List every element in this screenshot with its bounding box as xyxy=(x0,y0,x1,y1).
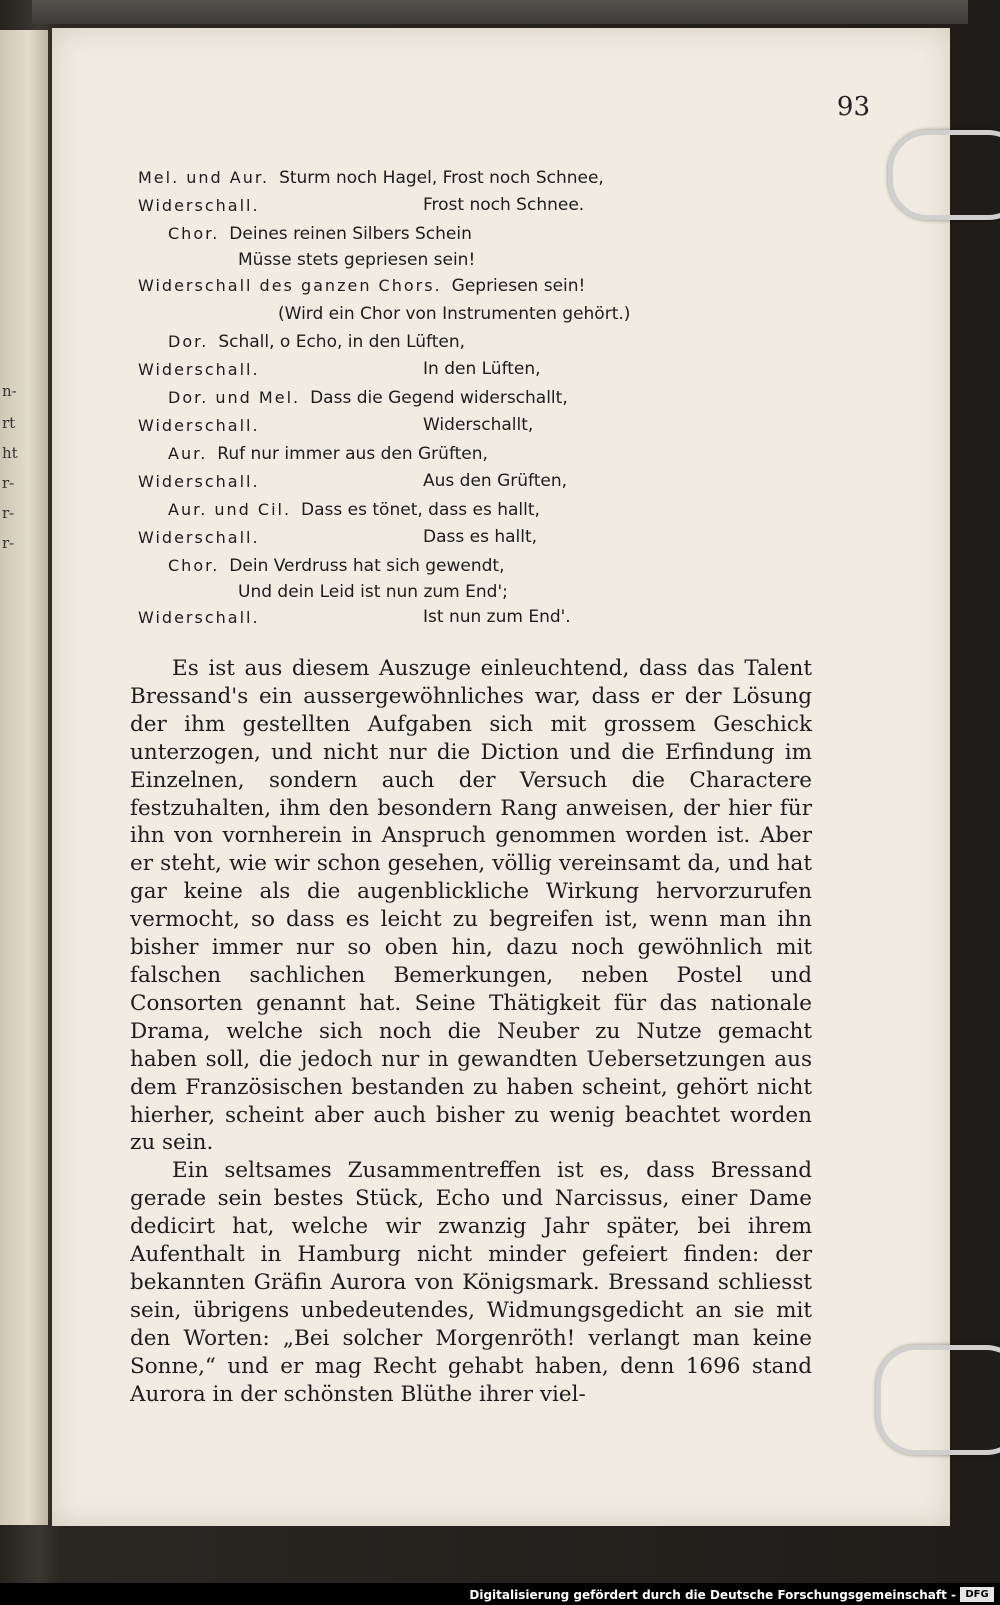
page-clip xyxy=(888,130,1000,220)
prose-block xyxy=(130,655,812,1408)
speaker-label: Aur. xyxy=(168,444,208,463)
left-fragment: r- xyxy=(2,534,15,552)
echo-text: Dass es hallt, xyxy=(423,527,538,547)
verse-text: Gepriesen sein! xyxy=(451,276,586,296)
echo-text: Ist nun zum End'. xyxy=(423,607,571,627)
verse-text: (Wird ein Chor von Instrumenten gehört.) xyxy=(278,304,631,324)
verse-text: Sturm noch Hagel, Frost noch Schnee, xyxy=(279,168,604,188)
left-fragment: r- xyxy=(2,474,15,492)
verse-text: Schall, o Echo, in den Lüften, xyxy=(218,332,466,352)
speaker-label: Widerschall. xyxy=(138,528,260,547)
echo-text: In den Lüften, xyxy=(423,359,541,379)
verse-line xyxy=(138,191,838,219)
paragraph: Ein seltsames Zusammentreffen ist es, dass Bressand gerade sein bestes Stück, Echo und Narcissus, einer Dame dedicirt hat, welche wir zwanzig Jahr später, bei ihrem Aufenthalt in Hamburg nicht minder gefeiert finden: der bekannten Gräfin Aurora von Königsmark. Bressand schliesst sein, übrigens unbedeutendes, Widmungsgedicht an sie mit den Worten: „Bei solcher Morgenröth! verlangt man keine Sonne,“ und er mag Recht gehabt haben, denn 1696 stand Aurora in der schönsten Blüthe ihrer viel- xyxy=(130,1158,812,1407)
echo-text: Aus den Grüften, xyxy=(423,471,568,491)
verse-text: Deines reinen Silbers Schein xyxy=(229,224,472,244)
speaker-label: Chor. xyxy=(168,224,220,243)
verse-line xyxy=(138,163,838,191)
verse-text: Und dein Leid ist nun zum End'; xyxy=(238,582,508,602)
paragraph: Es ist aus diesem Auszuge einleuchtend, dass das Talent Bressand's ein aussergewöhnliches war, dass er der Lösung der ihm gestellten Aufgaben sich mit grossem Geschick unterzogen, und nicht nur die Diction und die Erfindung im Einzelnen, sondern auch der Versuch die Charactere festzuhalten, ihm den besondern Rang anweisen, der hier für ihn von vornherein in Anspruch genommen worden ist. Aber er steht, wie wir schon gesehen, völlig vereinsamt da, und hat gar keine als die augenblickliche Wirkung hervorzurufen vermocht, so dass es leicht zu begreifen ist, wenn man ihn bisher immer nur so oben hin, dazu noch gewöhnlich mit falschen sachlichen Bemerkungen, neben Postel und Consorten genannt hat. Seine Thätigkeit für das nationale Drama, welche sich noch die Neuber zu Nutze gemacht haben soll, die jedoch nur in gewandten Uebersetzungen aus dem Französischen bestanden zu haben scheint, gehört nicht hierher, scheint aber auch bisher zu wenig beachtet worden zu sein. xyxy=(130,656,812,1156)
footer-bar xyxy=(0,1583,1000,1605)
speaker-label: Widerschall des ganzen Chors. xyxy=(138,276,442,295)
echo-text: Widerschallt, xyxy=(423,415,534,435)
verse-text: Dass die Gegend widerschallt, xyxy=(310,388,568,408)
speaker-label: Aur. und Cil. xyxy=(168,500,292,519)
verse-line xyxy=(138,523,838,551)
speaker-label: Mel. und Aur. xyxy=(138,168,270,187)
verse-text: Müsse stets gepriesen sein! xyxy=(238,250,476,270)
verse-line xyxy=(138,495,838,523)
echo-text: Frost noch Schnee. xyxy=(423,195,585,215)
speaker-label: Widerschall. xyxy=(138,416,260,435)
verse-line xyxy=(138,467,838,495)
speaker-label: Widerschall. xyxy=(138,472,260,491)
footer-text: Digitalisierung gefördert durch die Deutsche Forschungsgemeinschaft - xyxy=(469,1588,956,1602)
left-fragment: r- xyxy=(2,504,15,522)
page-number: 93 xyxy=(836,92,870,122)
verse-line xyxy=(138,551,838,579)
speaker-label: Widerschall. xyxy=(138,360,260,379)
verse-line xyxy=(138,271,838,299)
speaker-label: Chor. xyxy=(168,556,220,575)
verse-block xyxy=(138,163,838,631)
verse-line xyxy=(138,579,838,603)
verse-line xyxy=(138,411,838,439)
page-clip xyxy=(876,1345,1000,1455)
verse-line xyxy=(138,439,838,467)
speaker-label: Widerschall. xyxy=(138,608,260,627)
verse-text: Ruf nur immer aus den Grüften, xyxy=(217,444,488,464)
left-fragment: ht xyxy=(2,444,18,462)
verse-line xyxy=(138,355,838,383)
verse-line xyxy=(138,299,838,327)
left-fragment: rt xyxy=(2,414,16,432)
verse-line xyxy=(138,383,838,411)
verse-line xyxy=(138,247,838,271)
verse-line xyxy=(138,219,838,247)
book-top-edge xyxy=(32,0,968,24)
dfg-logo: DFG xyxy=(960,1587,994,1602)
speaker-label: Widerschall. xyxy=(138,196,260,215)
speaker-label: Dor. xyxy=(168,332,209,351)
verse-line xyxy=(138,603,838,631)
verse-text: Dass es tönet, dass es hallt, xyxy=(301,500,540,520)
verse-text: Dein Verdruss hat sich gewendt, xyxy=(229,556,505,576)
left-page-edge xyxy=(0,30,48,1525)
speaker-label: Dor. und Mel. xyxy=(168,388,301,407)
verse-line xyxy=(138,327,838,355)
left-fragment: n- xyxy=(2,382,17,400)
